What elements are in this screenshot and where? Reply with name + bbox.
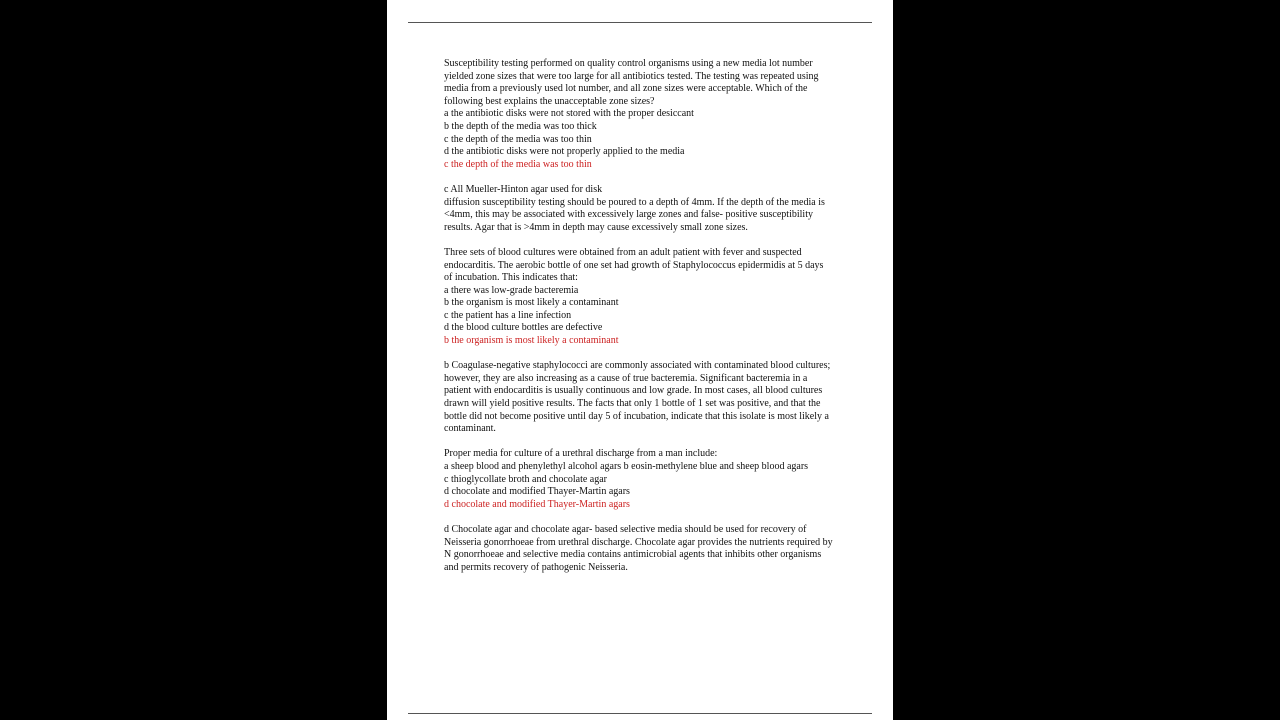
- stem-line: Proper media for culture of a urethral discharge from a man include:: [444, 448, 718, 460]
- document-page: [387, 0, 893, 720]
- document-body: [444, 58, 848, 574]
- stem-line: media from a previously used lot number, and all zone sizes were acceptable. Which of the: [444, 83, 808, 95]
- explanation-line: bottle did not become positive until day 5 of incubation, indicate that this isolate is most likely a: [444, 410, 829, 422]
- answer-line: [444, 499, 848, 512]
- stem-line: following best explains the unacceptable zone sizes?: [444, 95, 655, 107]
- option-a[interactable]: a there was low-grade bacteremia: [444, 284, 579, 296]
- explanation-line: c All Mueller-Hinton agar used for disk: [444, 183, 603, 195]
- answer-text: b the organism is most likely a contaminant: [444, 335, 619, 347]
- option-d[interactable]: d the blood culture bottles are defective: [444, 322, 603, 334]
- option-c[interactable]: c the patient has a line infection: [444, 309, 572, 321]
- explanation-line: <4mm, this may be associated with excessively large zones and false- positive susceptibility: [444, 209, 813, 221]
- explanation-line: contaminant.: [444, 423, 496, 435]
- stem-line: yielded zone sizes that were too large for all antibiotics tested. The testing was repeated using: [444, 70, 819, 82]
- option-ab[interactable]: a sheep blood and phenylethyl alcohol agars b eosin-methylene blue and sheep blood agars: [444, 461, 809, 472]
- explanation: [444, 360, 848, 436]
- option-c[interactable]: c the depth of the media was too thin: [444, 133, 592, 145]
- footer-rule: [408, 713, 872, 714]
- option-c[interactable]: c thioglycollate broth and chocolate agar: [444, 473, 607, 485]
- stem-line: Three sets of blood cultures were obtained from an adult patient with fever and suspected: [444, 246, 802, 258]
- stem-line: endocarditis. The aerobic bottle of one set had growth of Staphylococcus epidermidis at 5 days: [444, 259, 824, 271]
- explanation-line: however, they are also increasing as a cause of true bacteremia. Significant bacteremia in a: [444, 372, 808, 384]
- stem-line: of incubation. This indicates that:: [444, 272, 578, 284]
- stem-line: Susceptibility testing performed on quality control organisms using a new media lot number: [444, 58, 813, 69]
- option-b[interactable]: b the depth of the media was too thick: [444, 120, 597, 132]
- option-d[interactable]: d the antibiotic disks were not properly applied to the media: [444, 146, 685, 158]
- question-stem: [444, 247, 848, 335]
- option-b[interactable]: b the organism is most likely a contaminant: [444, 297, 619, 309]
- option-d[interactable]: d chocolate and modified Thayer-Martin agars: [444, 486, 630, 498]
- header-rule: [408, 22, 872, 23]
- explanation-line: results. Agar that is >4mm in depth may cause excessively small zone sizes.: [444, 221, 748, 233]
- explanation: [444, 524, 848, 574]
- explanation-line: Neisseria gonorrhoeae from urethral discharge. Chocolate agar provides the nutrients required by: [444, 536, 833, 548]
- explanation-line: b Coagulase-negative staphylococci are commonly associated with contaminated blood cultures;: [444, 360, 831, 372]
- option-a[interactable]: a the antibiotic disks were not stored with the proper desiccant: [444, 108, 694, 120]
- question-stem: [444, 58, 848, 159]
- explanation-line: d Chocolate agar and chocolate agar- based selective media should be used for recovery of: [444, 523, 807, 535]
- explanation-line: patient with endocarditis is usually continuous and low grade. In most cases, all blood cultures: [444, 385, 823, 397]
- answer-text: c the depth of the media was too thin: [444, 158, 592, 170]
- answer-line: [444, 335, 848, 348]
- explanation-line: N gonorrhoeae and selective media contains antimicrobial agents that inhibits other organisms: [444, 549, 822, 561]
- question-stem: [444, 448, 848, 498]
- explanation-line: diffusion susceptibility testing should be poured to a depth of 4mm. If the depth of the media is: [444, 196, 825, 208]
- explanation: [444, 184, 848, 234]
- explanation-line: and permits recovery of pathogenic Neisseria.: [444, 561, 628, 573]
- answer-line: [444, 159, 848, 172]
- explanation-line: drawn will yield positive results. The facts that only 1 bottle of 1 set was positive, and that the: [444, 398, 821, 410]
- answer-text: d chocolate and modified Thayer-Martin agars: [444, 498, 630, 510]
